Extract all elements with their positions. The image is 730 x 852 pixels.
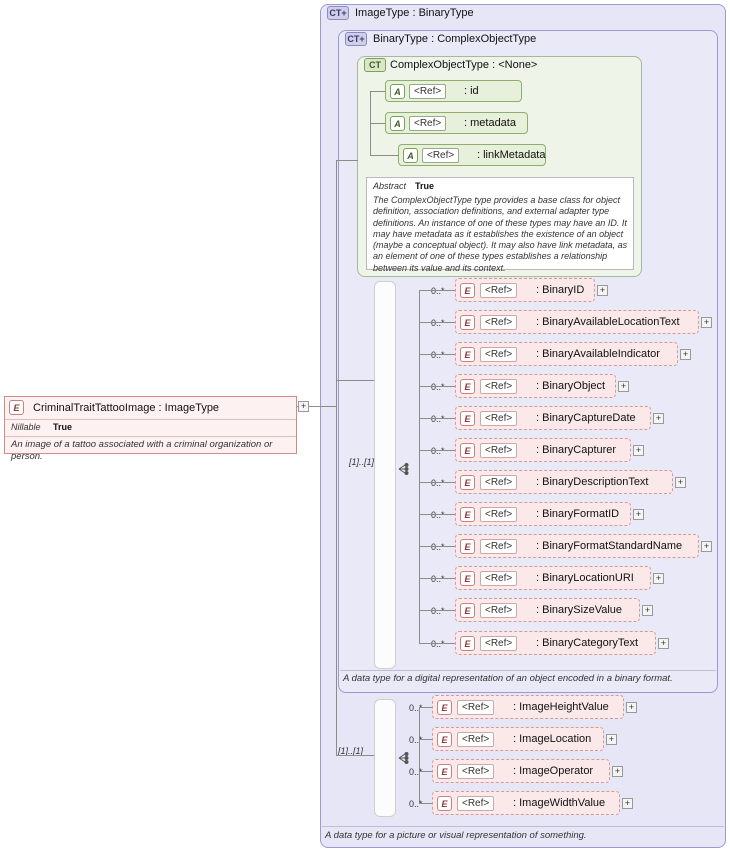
ref-pill: <Ref> <box>480 507 517 522</box>
element-row-image-width-value[interactable] <box>432 791 620 815</box>
element-name: : ImageWidthValue <box>513 797 606 809</box>
attribute-row-metadata[interactable] <box>385 112 528 134</box>
element-icon: E <box>437 700 452 715</box>
expander-image-location[interactable] <box>606 734 617 745</box>
container-label-binary-type: BinaryType : ComplexObjectType <box>373 33 537 45</box>
complex-type-chip-binary-type[interactable] <box>345 32 367 46</box>
sequence-bar-binary <box>374 281 396 669</box>
chip-text: CT <box>369 60 381 70</box>
ref-pill: <Ref> <box>480 411 517 426</box>
occurs-binary-size-value: 0..* <box>431 606 445 616</box>
connector-binary-spine <box>419 290 420 643</box>
ref-pill: <Ref> <box>457 764 494 779</box>
element-name: : BinaryCategoryText <box>536 637 639 649</box>
occurs-binary-category-text: 0..* <box>431 639 445 649</box>
connector-binary-size-value <box>419 610 455 611</box>
expander-binary-format-id[interactable] <box>633 509 644 520</box>
occurs-image-width-value: 0..* <box>409 799 423 809</box>
expander-glyph: + <box>624 798 631 808</box>
expander-image-operator[interactable] <box>612 766 623 777</box>
expander-glyph: + <box>608 734 615 744</box>
connector-binary-available-indicator <box>419 354 455 355</box>
connector-image-height-value <box>419 707 432 708</box>
element-name: : BinarySizeValue <box>536 604 623 616</box>
ref-pill: <Ref> <box>409 116 446 131</box>
ref-pill: <Ref> <box>480 636 517 651</box>
attribute-row-link-metadata[interactable] <box>398 144 546 166</box>
element-icon: E <box>437 732 452 747</box>
expander-binary-location-uri[interactable] <box>653 573 664 584</box>
expander-glyph: + <box>620 381 627 391</box>
occurs-binary-capture-date: 0..* <box>431 414 445 424</box>
abstract-value: True <box>415 181 435 191</box>
element-name: : BinaryObject <box>536 380 606 392</box>
occurs-image-height-value: 0..* <box>409 703 423 713</box>
attribute-name: : metadata <box>464 117 516 129</box>
attribute-row-id[interactable] <box>385 80 522 102</box>
annotation-text: The ComplexObjectType type provides a base class for object definition, association definitions, and external adapter type definitions. An instance of one of these types may have an ID. It may have metadata as it establishes the existence of an object (maybe a conceptual object). It may also have link metadata, as an element of one of these types establishes a relationship between its value and its context. <box>373 195 628 273</box>
expander-glyph: + <box>655 413 662 423</box>
ref-pill: <Ref> <box>480 347 517 362</box>
element-name: : BinaryFormatStandardName <box>536 540 683 552</box>
root-doc-row <box>5 437 296 462</box>
element-name: : BinaryCaptureDate <box>536 412 636 424</box>
nillable-label: Nillable <box>11 422 41 432</box>
expander-image-height-value[interactable] <box>626 702 637 713</box>
root-element-title: CriminalTraitTattooImage : ImageType <box>33 402 220 414</box>
root-element-card[interactable] <box>4 396 297 462</box>
ref-pill: <Ref> <box>457 732 494 747</box>
container-label-image-type: ImageType : BinaryType <box>355 7 474 19</box>
ref-pill: <Ref> <box>480 379 517 394</box>
connector-binary-category-text <box>419 643 455 644</box>
expander-binary-available-location-text[interactable] <box>701 317 712 328</box>
attribute-name: : linkMetadata <box>477 149 546 161</box>
element-name: : BinaryDescriptionText <box>536 476 649 488</box>
footer-doc-binary-type: A data type for a digital representation of an object encoded in a binary format. <box>343 673 673 684</box>
ref-pill: <Ref> <box>480 443 517 458</box>
connector-attr-link-metadata <box>370 155 398 156</box>
expander-glyph: + <box>599 285 606 295</box>
expander-glyph: + <box>644 605 651 615</box>
element-row-image-height-value[interactable] <box>432 695 624 719</box>
element-icon: E <box>460 443 475 458</box>
element-icon: E <box>460 571 475 586</box>
ref-pill: <Ref> <box>422 148 459 163</box>
expander-binary-id[interactable] <box>597 285 608 296</box>
sequence-multiplicity-binary: [1]..[1] <box>349 457 375 467</box>
ref-pill: <Ref> <box>480 539 517 554</box>
complex-type-chip-complex-object-type[interactable] <box>364 58 386 72</box>
element-name: : BinaryID <box>536 284 585 296</box>
connector-binary-id <box>419 290 455 291</box>
attribute-icon: A <box>390 84 405 99</box>
ref-pill: <Ref> <box>480 475 517 490</box>
sequence-glyph-binary <box>398 462 416 476</box>
container-label-complex-object-type: ComplexObjectType : <None> <box>390 59 538 71</box>
connector-imagetype-to-groups <box>320 406 336 407</box>
element-name: : ImageOperator <box>513 765 594 777</box>
occurs-binary-id: 0..* <box>431 286 445 296</box>
ref-pill: <Ref> <box>457 700 494 715</box>
element-row-binary-format-standard-name[interactable] <box>455 534 699 558</box>
connector-to-image-group <box>336 755 374 756</box>
ref-pill: <Ref> <box>409 84 446 99</box>
occurs-binary-available-indicator: 0..* <box>431 350 445 360</box>
connector-binary-format-standard-name <box>419 546 455 547</box>
element-row-binary-object[interactable] <box>455 374 616 398</box>
element-row-binary-format-id[interactable] <box>455 502 631 526</box>
element-row-binary-location-uri[interactable] <box>455 566 651 590</box>
footer-doc-image-type: A data type for a picture or visual representation of something. <box>325 830 587 841</box>
expander-binary-format-standard-name[interactable] <box>701 541 712 552</box>
chip-text: CT <box>347 34 360 44</box>
element-row-binary-description-text[interactable] <box>455 470 673 494</box>
element-row-binary-id[interactable] <box>455 278 595 302</box>
element-row-binary-size-value[interactable] <box>455 598 640 622</box>
occurs-binary-object: 0..* <box>431 382 445 392</box>
element-row-binary-capture-date[interactable] <box>455 406 651 430</box>
element-name: : ImageHeightValue <box>513 701 609 713</box>
expander-binary-object[interactable] <box>618 381 629 392</box>
ref-pill: <Ref> <box>457 796 494 811</box>
expander-glyph: + <box>677 477 684 487</box>
root-documentation: An image of a tattoo associated with a criminal organization or person. <box>11 439 273 462</box>
element-row-binary-capturer[interactable] <box>455 438 631 462</box>
sequence-bar-image <box>374 699 396 817</box>
element-icon: E <box>460 283 475 298</box>
element-name: : BinaryCapturer <box>536 444 617 456</box>
expander-glyph: + <box>614 766 621 776</box>
occurs-binary-location-uri: 0..* <box>431 574 445 584</box>
connector-image-width-value <box>419 803 432 804</box>
expander-glyph: + <box>635 509 642 519</box>
sequence-glyph-image <box>398 751 416 765</box>
expander-binary-available-indicator[interactable] <box>680 349 691 360</box>
element-icon: E <box>460 603 475 618</box>
abstract-label: Abstract <box>373 181 407 191</box>
expander-glyph: + <box>682 349 689 359</box>
expander-binary-category-text[interactable] <box>658 638 669 649</box>
occurs-binary-capturer: 0..* <box>431 446 445 456</box>
attribute-icon: A <box>390 116 405 131</box>
connector-binary-description-text <box>419 482 455 483</box>
nillable-value: True <box>53 422 73 432</box>
element-row-image-location[interactable] <box>432 727 604 751</box>
connector-binary-capturer <box>419 450 455 451</box>
element-icon: E <box>460 636 475 651</box>
connector-groups-spine <box>336 380 337 755</box>
element-name: : BinaryAvailableLocationText <box>536 316 680 328</box>
connector-to-binary-group <box>336 380 374 381</box>
sequence-multiplicity-image: [1]..[1] <box>338 746 364 756</box>
connector-binary-capture-date <box>419 418 455 419</box>
expander-binary-size-value[interactable] <box>642 605 653 616</box>
attribute-icon: A <box>403 148 418 163</box>
expander-glyph: + <box>660 638 667 648</box>
element-icon: E <box>437 764 452 779</box>
annotation-abstract-box <box>366 177 634 273</box>
ref-pill: <Ref> <box>480 603 517 618</box>
occurs-binary-available-location-text: 0..* <box>431 318 445 328</box>
element-icon: E <box>9 400 24 415</box>
element-row-binary-available-location-text[interactable] <box>455 310 699 334</box>
element-row-image-operator[interactable] <box>432 759 610 783</box>
element-icon: E <box>460 411 475 426</box>
connector-attr-id <box>370 91 385 92</box>
connector-binary-format-id <box>419 514 455 515</box>
connector-image-spine <box>419 707 420 803</box>
ref-pill: <Ref> <box>480 571 517 586</box>
element-icon: E <box>460 315 475 330</box>
nillable-row <box>5 420 296 437</box>
attribute-name: : id <box>464 85 479 97</box>
element-icon: E <box>460 347 475 362</box>
expander-glyph: + <box>635 445 642 455</box>
element-icon: E <box>460 539 475 554</box>
element-icon: E <box>460 379 475 394</box>
occurs-binary-format-standard-name: 0..* <box>431 542 445 552</box>
element-icon: E <box>437 796 452 811</box>
expander-binary-capture-date[interactable] <box>653 413 664 424</box>
ref-pill: <Ref> <box>480 283 517 298</box>
expander-glyph: + <box>703 317 710 327</box>
element-name: : BinaryLocationURI <box>536 572 634 584</box>
element-icon: E <box>460 475 475 490</box>
connector-image-operator <box>419 771 432 772</box>
element-row-binary-category-text[interactable] <box>455 631 656 655</box>
occurs-binary-format-id: 0..* <box>431 510 445 520</box>
connector-attr-metadata <box>370 123 385 124</box>
connector-binary-location-uri <box>419 578 455 579</box>
element-name: : ImageLocation <box>513 733 592 745</box>
expander-glyph: + <box>703 541 710 551</box>
element-name: : BinaryAvailableIndicator <box>536 348 660 360</box>
connector-to-complex-object-type <box>336 160 358 161</box>
connector-up-to-cot <box>336 160 337 380</box>
chip-plus: + <box>359 34 365 44</box>
divider-image-footer <box>322 826 724 827</box>
divider-binary-footer <box>340 670 716 671</box>
complex-type-chip-image-type[interactable] <box>327 6 349 20</box>
chip-plus: + <box>341 8 347 18</box>
expander-root-element[interactable]: + <box>298 401 309 412</box>
chip-text: CT <box>329 8 342 18</box>
occurs-binary-description-text: 0..* <box>431 478 445 488</box>
connector-image-location <box>419 739 432 740</box>
root-title-row <box>5 397 296 420</box>
occurs-image-operator: 0..* <box>409 767 423 777</box>
element-name: : BinaryFormatID <box>536 508 620 520</box>
expander-binary-capturer[interactable] <box>633 445 644 456</box>
connector-binary-object <box>419 386 455 387</box>
expander-binary-description-text[interactable] <box>675 477 686 488</box>
expander-image-width-value[interactable] <box>622 798 633 809</box>
element-icon: E <box>460 507 475 522</box>
expander-glyph: + <box>628 702 635 712</box>
ref-pill: <Ref> <box>480 315 517 330</box>
element-row-binary-available-indicator[interactable] <box>455 342 678 366</box>
expander-glyph: + <box>655 573 662 583</box>
occurs-image-location: 0..* <box>409 735 423 745</box>
connector-binary-available-location-text <box>419 322 455 323</box>
